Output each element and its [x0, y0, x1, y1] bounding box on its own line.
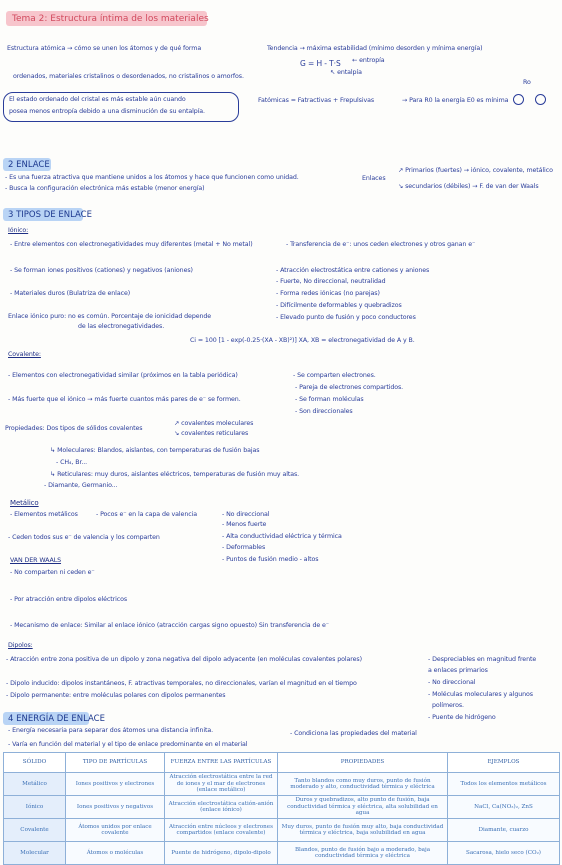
ionico-line7: - Forma redes iónicas (no parejas)	[276, 290, 380, 297]
covalentes-moleculares: ↗ covalentes moleculares	[174, 420, 254, 427]
moleculares-line: ↳ Moleculares: Blandos, aislantes, con temperaturas de fusión bajas	[50, 447, 260, 454]
table-cell: Diamante, cuarzo	[448, 819, 560, 842]
table-cell: Átomos unidos por enlace covalente	[66, 819, 165, 842]
metalico-line4: - Menos fuerte	[222, 521, 267, 528]
dipolos-line3: - Dipolo permanente: entre moléculas polares con dipolos permanentes	[6, 692, 226, 699]
section-heading-tipos: 3 TIPOS DE ENLACE	[3, 208, 83, 221]
vdw-note-4: - Moléculas moleculares y algunos	[428, 691, 533, 698]
ro-label: Ro	[523, 79, 531, 86]
metalico-line3: - No direccional	[222, 511, 270, 518]
table-header-cell: EJEMPLOS	[448, 753, 560, 773]
metalico-line5: - Ceden todos sus e⁻ de valencia y los comparten	[8, 534, 160, 541]
table-cell: Iones positivos y negativos	[66, 796, 165, 819]
covalente-line6: - Son direccionales	[295, 408, 353, 415]
dipolos-line1: - Atracción entre zona positiva de un dipolo y zona negativa del dipolo adyacente (en moléculas covalentes polares)	[6, 656, 362, 663]
table-cell: Metálico	[4, 773, 66, 796]
metalico-line6: - Alta conductividad eléctrica y térmica	[222, 533, 342, 540]
enlace-line2: - Busca la configuración electrónica más estable (menor energía)	[5, 185, 205, 192]
energia-line2: - Condiciona las propiedades del material	[290, 730, 417, 737]
table-cell: Atracción electrostática entre la red de iones y el mar de electrones (enlace metálico)	[165, 773, 278, 796]
vdw-note-5: polímeros.	[432, 702, 464, 709]
ionico-line2: - Transferencia de e⁻: unos ceden electrones y otros ganan e⁻	[286, 241, 476, 248]
ionico-line9: Enlace iónico puro: no es común. Porcentaje de ionicidad depende	[8, 313, 212, 320]
enlaces-label: Enlaces	[362, 175, 386, 182]
table-cell: Covalente	[4, 819, 66, 842]
ionico-line4: - Atracción electrostática entre cationes y aniones	[276, 267, 430, 274]
energia-line1: - Energía necesaria para separar dos átomos una distancia infinita.	[8, 727, 214, 734]
vdw-line1: - No comparten ni ceden e⁻	[10, 569, 95, 576]
metalico-line8: - Puntos de fusión medio - altos	[222, 556, 319, 563]
vdw-note-2: a enlaces primarios	[428, 667, 488, 674]
ionico-line6: - Materiales duros (Bulatriza de enlace)	[10, 290, 131, 297]
table-cell: Blandos, punto de fusión bajo a moderado, baja conductividad térmica y eléctrica	[278, 842, 448, 865]
intro-box-line1: El estado ordenado del cristal es más estable aún cuando	[9, 96, 186, 103]
ionico-line8: - Difícilmente deformables y quebradizos	[276, 302, 402, 309]
propiedades-line: Propiedades: Dos tipos de sólidos covalentes	[5, 425, 143, 432]
enlace-line1: - Es una fuerza atractiva que mantiene unidos a los átomos y hace que funcionen como unidad.	[5, 174, 299, 181]
table-cell: Iones positivos y electrones	[66, 773, 165, 796]
table-cell: Atracción entre núcleos y electrones compartidos (enlace covalente)	[165, 819, 278, 842]
covalente-line4: - Más fuerte que el iónico → más fuerte cuantos más pares de e⁻ se formen.	[8, 396, 241, 403]
enthalpy-label: ↖ entalpía	[330, 69, 362, 76]
intro-para: → Para R0 la energía E0 es mínima	[402, 97, 509, 104]
covalente-line3: - Pareja de electrones compartidos.	[295, 384, 404, 391]
table-header-cell: SÓLIDO	[4, 753, 66, 773]
vdw-line3: - Mecanismo de enlace: Similar al enlace iónico (atracción cargas signo opuesto) Sin transferencia de e⁻	[10, 622, 330, 629]
section-heading-enlace: 2 ENLACE	[3, 158, 51, 171]
vdw-note-1: - Despreciables en magnitud frente	[428, 656, 537, 663]
covalente-line2: - Se comparten electrones.	[293, 372, 376, 379]
atom-circle-left	[513, 94, 524, 105]
covalentes-reticulares: ↘ covalentes reticulares	[174, 430, 249, 437]
table-header-cell: PROPIEDADES	[278, 753, 448, 773]
metalico-line2: - Pocos e⁻ en la capa de valencia	[96, 511, 197, 518]
table-header-row	[4, 753, 560, 773]
vdw-title: VAN DER WAALS	[10, 557, 62, 564]
table-cell: NaCl, Ca(NO₃)₂, ZnS	[448, 796, 560, 819]
table-cell: Molecular	[4, 842, 66, 865]
ionicity-formula: Ci = 100 [1 - exp(-0.25·(XA - XB)²)] XA, XB = electronegatividad de A y B.	[190, 337, 415, 344]
table-cell: Duros y quebradizos, alto punto de fusión, baja conductividad térmica y eléctrica, alta solubilidad en agua	[278, 796, 448, 819]
table-row	[4, 773, 560, 796]
energia-line3: - Varía en función del material y el tipo de enlace predominante en el material	[8, 741, 248, 748]
table-cell: Muy duros, punto de fusión muy alto, baja conductividad térmica y eléctrica, baja solubilidad en agua	[278, 819, 448, 842]
table-cell: Puente de hidrógeno, dipolo-dipolo	[165, 842, 278, 865]
vdw-line2: - Por atracción entre dipolos eléctricos	[10, 596, 128, 603]
table-row	[4, 796, 560, 819]
section-heading-energia: 4 ENERGÍA DE ENLACE	[3, 712, 89, 725]
table-cell: Tanto blandos como muy duros, punto de fusión moderado y alto, conductividad térmica y eléctrica	[278, 773, 448, 796]
reticulares-line: ↳ Reticulares: muy duros, aislantes eléctricos, temperaturas de fusión muy altas.	[50, 471, 300, 478]
table-row	[4, 842, 560, 865]
dipolos-title: Dipolos:	[8, 642, 33, 649]
covalente-title: Covalente:	[8, 351, 41, 358]
ionico-line1: - Entre elementos con electronegatividades muy diferentes (metal + No metal)	[10, 241, 253, 248]
metalico-line7: - Deformables	[222, 544, 266, 551]
table-header-cell: FUERZA ENTRE LAS PARTÍCULAS	[165, 753, 278, 773]
table-cell: Sacarosa, hielo seco (CO₂)	[448, 842, 560, 865]
ionico-line11: - Elevado punto de fusión y poco conductores	[276, 314, 416, 321]
intro-fatomicas: Fatómicas = Fatractivas + Frepulsivas	[258, 97, 375, 104]
vdw-note-3: - No direccional	[428, 679, 476, 686]
covalente-line1: - Elementos con electronegatividad similar (próximos en la tabla periódica)	[8, 372, 238, 379]
intro-box-line2: posea menos entropía debido a una disminución de su entalpía.	[9, 108, 205, 115]
dipolos-line2: - Dipolo inducido: dipolos instantáneos, F. atractivas temporales, no direccionales, varían el magnitud en el tiempo	[6, 680, 357, 687]
page-title: Tema 2: Estructura íntima de los materiales	[12, 14, 209, 24]
metalico-title: Metálico	[10, 499, 39, 507]
gibbs-equation: G = H - T·S	[300, 59, 341, 68]
atom-circle-right	[535, 94, 546, 105]
table-cell: Iónico	[4, 796, 66, 819]
solids-table	[3, 752, 560, 865]
ionico-title: Iónico:	[8, 227, 29, 234]
enlaces-primarios: ↗ Primarios (fuertes) → iónico, covalente, metálico	[398, 167, 553, 174]
intro-estructura: Estructura atómica → cómo se unen los átomos y de qué forma	[7, 45, 202, 52]
ionico-line5: - Fuerte, No direccional, neutralidad	[276, 278, 386, 285]
enlaces-secundarios: ↘ secundarios (débiles) → F. de van der Waals	[398, 183, 539, 190]
intro-tendencia: Tendencia → máxima estabilidad (mínimo desorden y mínima energía)	[267, 45, 483, 52]
vdw-note-6: - Puente de hidrógeno	[428, 714, 496, 721]
entropy-label: ← entropía	[352, 57, 385, 64]
table-cell: Atracción electrostática catión-anión (enlace iónico)	[165, 796, 278, 819]
moleculares-example: - CH₄, Br...	[56, 459, 88, 466]
table-cell: Átomos o moléculas	[66, 842, 165, 865]
ionico-line10: de las electronegatividades.	[78, 323, 165, 330]
table-header-cell: TIPO DE PARTÍCULAS	[66, 753, 165, 773]
intro-ordenados: ordenados, materiales cristalinos o desordenados, no cristalinos o amorfos.	[13, 73, 244, 80]
metalico-line1: - Elementos metálicos	[10, 511, 78, 518]
reticulares-example: - Diamante, Germanio...	[44, 482, 118, 489]
covalente-line5: - Se forman moléculas	[295, 396, 364, 403]
table-row	[4, 819, 560, 842]
ionico-line3: - Se forman iones positivos (cationes) y negativos (aniones)	[10, 267, 193, 274]
table-cell: Todos los elementos metálicos	[448, 773, 560, 796]
